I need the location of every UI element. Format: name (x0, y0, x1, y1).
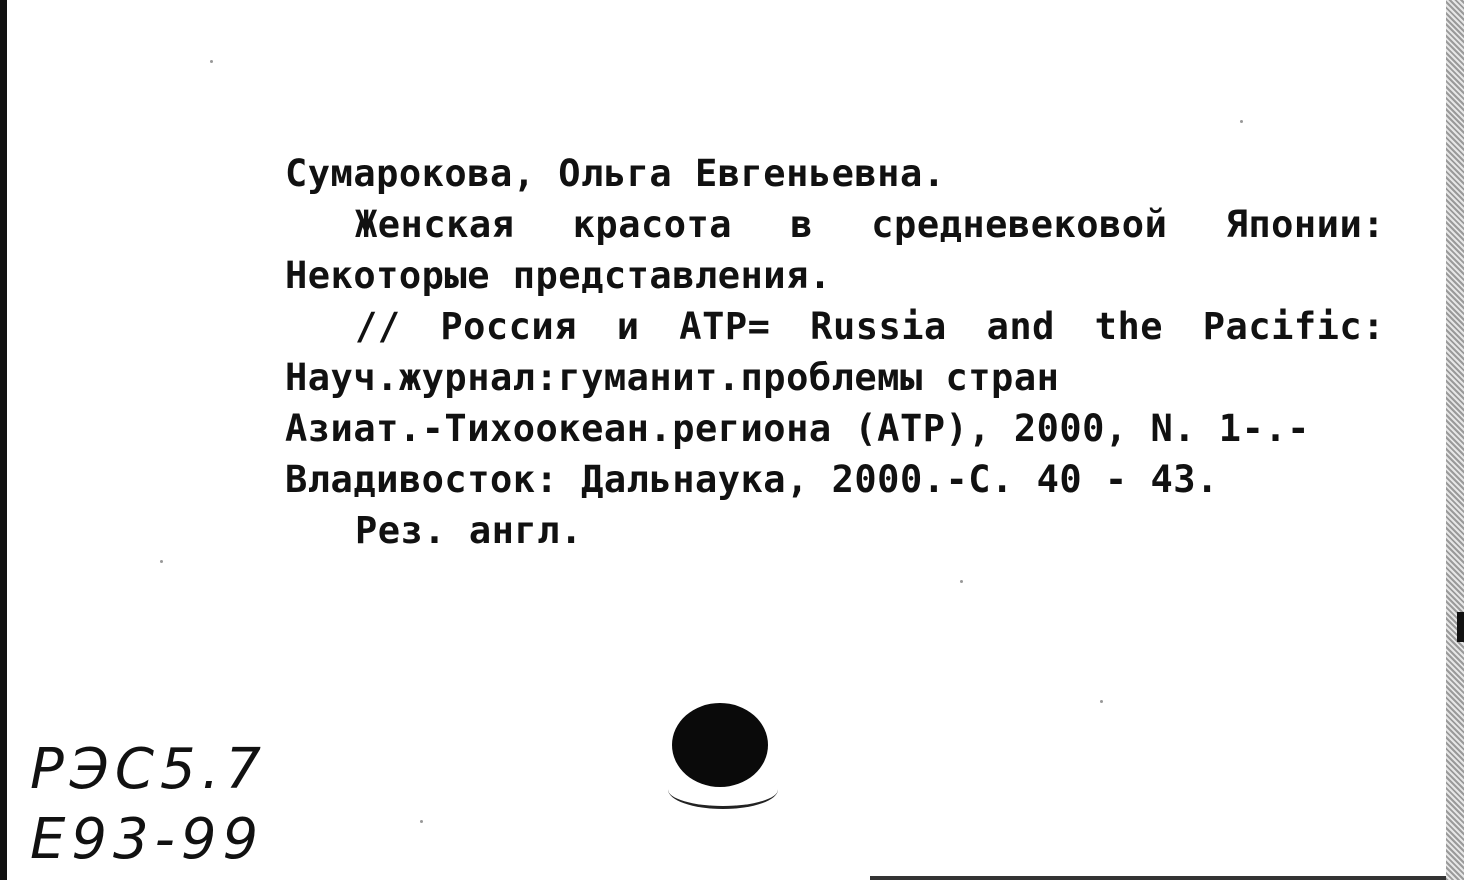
card-right-edge (1446, 0, 1464, 880)
paper-speck (960, 580, 963, 583)
title-line-1: Женская красота в средневековой Японии: (355, 203, 1385, 246)
paper-speck (210, 60, 213, 63)
card-right-edge-mark (1457, 612, 1464, 642)
source-line-4: Владивосток: Дальнаука, 2000.-С. 40 - 43. (285, 458, 1219, 501)
summary-note: Рез. англ. (355, 509, 583, 552)
author-line: Сумарокова, Ольга Евгеньевна. (285, 152, 946, 195)
source-line-2: Науч.журнал:гуманит.проблемы стран (285, 356, 1060, 399)
paper-speck (420, 820, 423, 823)
shelfmark-line-2: Е93-99 (30, 807, 265, 872)
title-line-2: Некоторые представления. (285, 254, 832, 297)
card-bottom-rule (870, 876, 1446, 880)
source-line-1: // Россия и АТР= Russia and the Pacific: (355, 305, 1385, 348)
shelfmark-line-1: РЭС5.7 (30, 737, 268, 802)
paper-speck (1240, 120, 1243, 123)
card-left-edge (0, 0, 7, 880)
paper-speck (160, 560, 163, 563)
paper-speck (1100, 700, 1103, 703)
source-line-3: Азиат.-Тихоокеан.региона (АТР), 2000, N. 1-.- (285, 407, 1310, 450)
bibliographic-entry (285, 148, 1385, 556)
handwritten-shelfmark (30, 735, 267, 875)
punch-hole-shadow (668, 770, 778, 809)
